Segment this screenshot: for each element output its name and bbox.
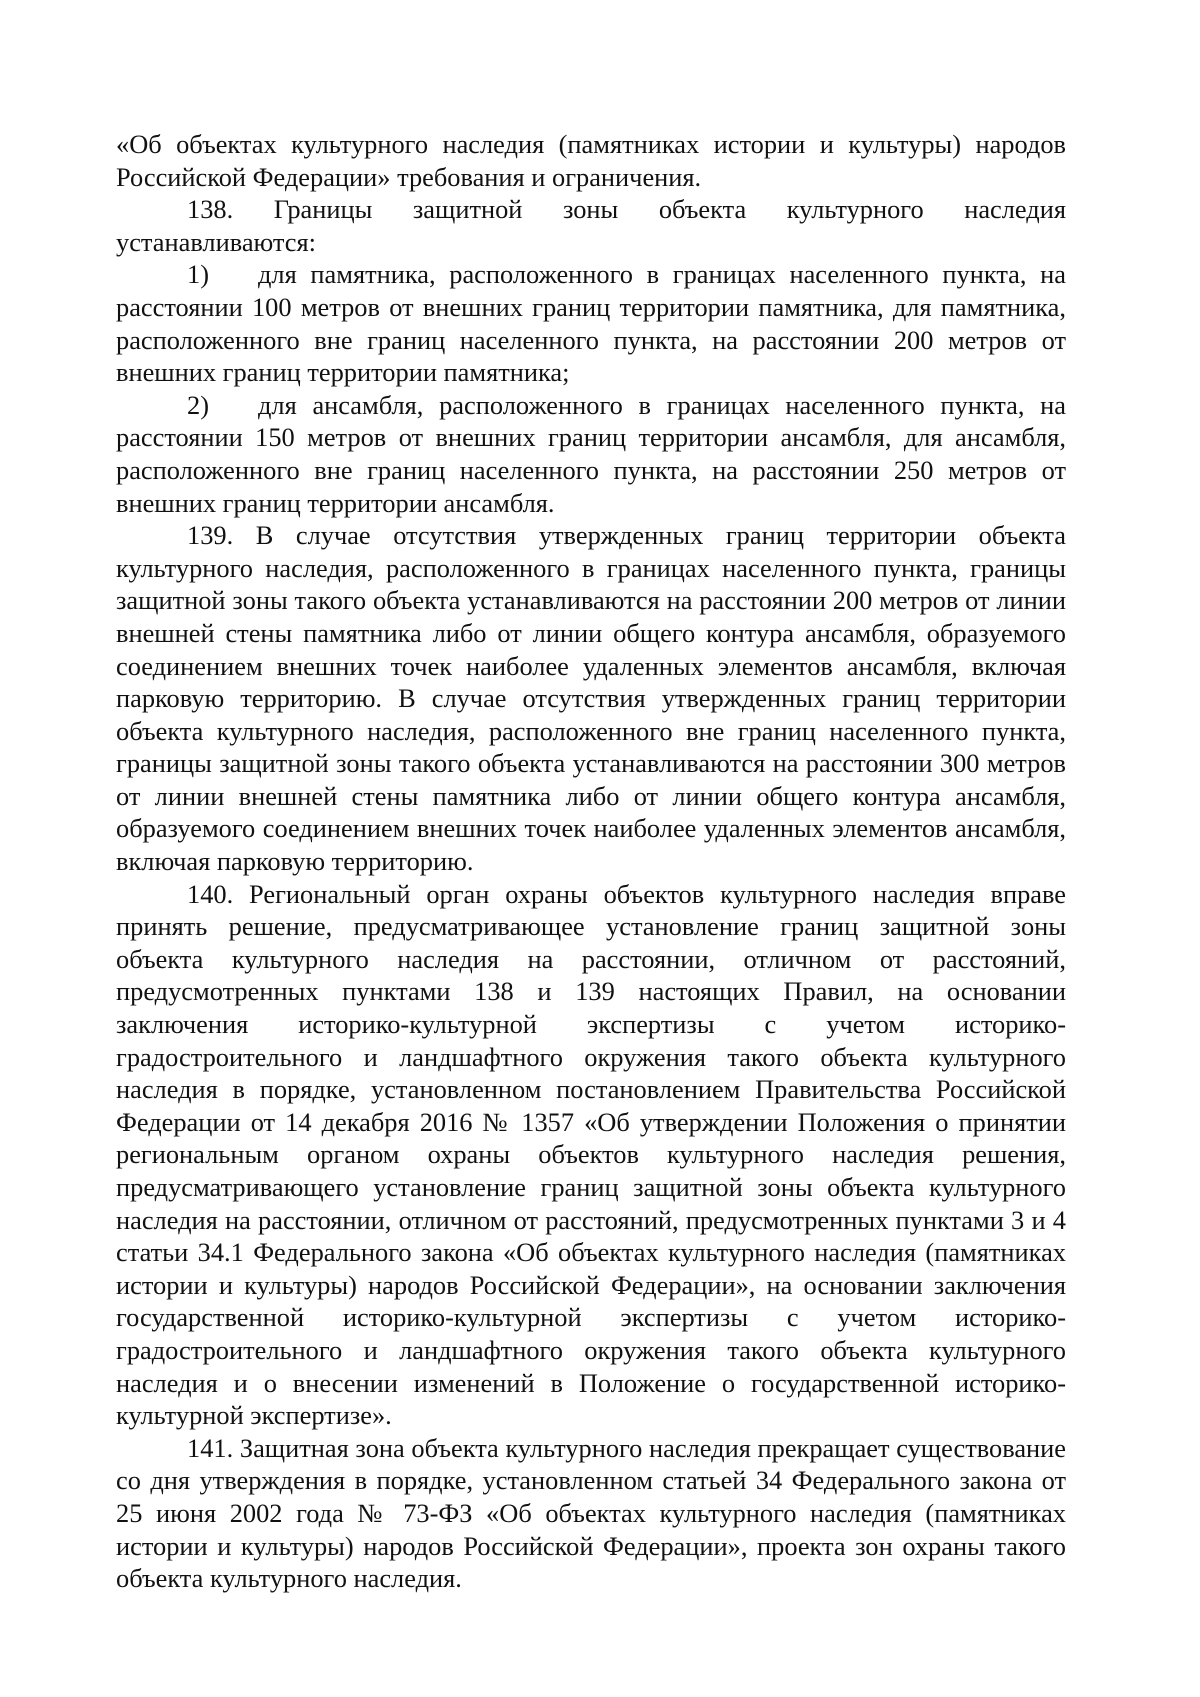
list-item-number: 1) bbox=[187, 259, 209, 290]
paragraph-clause-139: 139. В случае отсутствия утвержденных границ территории объекта культурного наследия, расположенного в границах населенного пункта, границы защитной зоны такого объекта устанавливаются на расстоянии 200 метров от линии внешней стены памятника либо от линии общего контура ансамбля, образуемого соединением внешних точек наиболее удаленных элементов ансамбля, включая парковую территорию. В случае отсутствия утвержденных границ территории объекта культурного наследия, расположенного вне границ населенного пункта, границы защитной зоны такого объекта устанавливаются на расстоянии 300 метров от линии внешней стены памятника либо от линии общего контура ансамбля, образуемого соединением внешних точек наиболее удаленных элементов ансамбля, включая парковую территорию. bbox=[116, 520, 1066, 877]
paragraph-clause-141: 141. Защитная зона объекта культурного наследия прекращает существование со дня утверждения в порядке, установленном статьей 34 Федерального закона от 25 июня 2002 года № 73-ФЗ «Об объектах культурного наследия (памятниках истории и культуры) народов Российской Федерации», проекта зон охраны такого объекта культурного наследия. bbox=[116, 1432, 1066, 1594]
paragraph-clause-140: 140. Региональный орган охраны объектов культурного наследия вправе принять решение, предусматривающее установление границ защитной зоны объекта культурного наследия на расстоянии, отличном от расстояний, предусмотренных пунктами 138 и 139 настоящих Правил, на основании заключения историко-культурной экспертизы с учетом историко-градостроительного и ландшафтного окружения такого объекта культурного наследия в порядке, установленном постановлением Правительства Российской Федерации от 14 декабря 2016 № 1357 «Об утверждении Положения о принятии региональным органом охраны объектов культурного наследия решения, предусматривающего установление границ защитной зоны объекта культурного наследия на расстоянии, отличном от расстояний, предусмотренных пунктами 3 и 4 статьи 34.1 Федерального закона «Об объектах культурного наследия (памятниках истории и культуры) народов Российской Федерации», на основании заключения государственной историко-культурной экспертизы с учетом историко-градостроительного и ландшафтного окружения такого объекта культурного наследия и о внесении изменений в Положение о государственной историко-культурной экспертизе». bbox=[116, 878, 1066, 1431]
document-page bbox=[116, 128, 1066, 1595]
paragraph-clause-138: 138. Границы защитной зоны объекта культурного наследия устанавливаются: bbox=[116, 194, 1066, 257]
list-item-1 bbox=[116, 258, 1066, 388]
list-item-text: для ансамбля, расположенного в границах населенного пункта, на расстоянии 150 метров от внешних границ территории ансамбля, для ансамбля, расположенного вне границ населенного пункта, на расстоянии 250 метров от внешних границ территории ансамбля. bbox=[116, 389, 1066, 518]
list-item-number: 2) bbox=[187, 389, 209, 420]
list-item-text: для памятника, расположенного в границах населенного пункта, на расстоянии 100 метров от внешних границ территории памятника, для памятника, расположенного вне границ населенного пункта, на расстоянии 200 метров от внешних границ территории памятника; bbox=[116, 259, 1066, 388]
list-item-2 bbox=[116, 389, 1066, 519]
paragraph-continuation: «Об объектах культурного наследия (памятниках истории и культуры) народов Российской Федерации» требования и ограничения. bbox=[116, 129, 1066, 192]
